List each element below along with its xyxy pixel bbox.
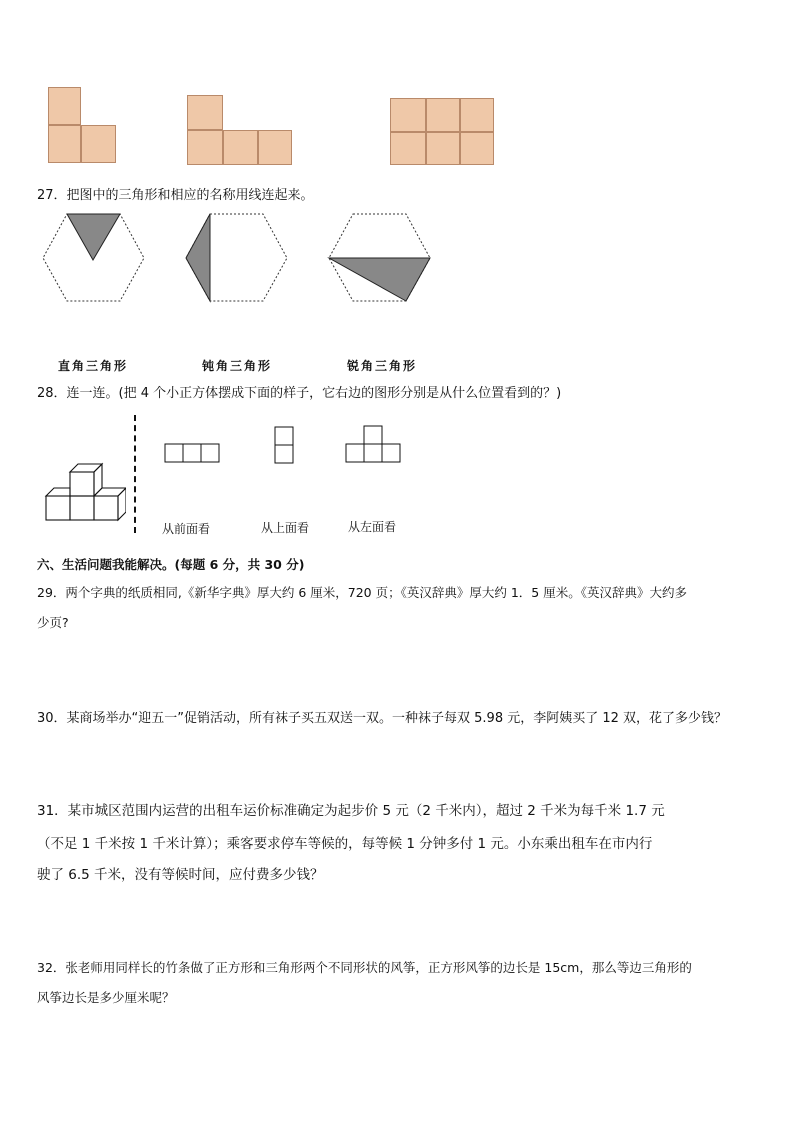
section-6-heading: 六、生活问题我能解决。(每题 6 分，共 30 分) [37, 557, 305, 572]
square [81, 125, 116, 163]
hexagon-acute-triangle [329, 214, 430, 301]
dashed-divider [134, 415, 136, 533]
square [460, 132, 494, 165]
view-label-left: 从左面看 [348, 520, 397, 534]
question-31-line-2: （不足 1 千米按 1 千米计算）；乘客要求停车等候的，每等候 1 分钟多付 1 元。小东乘出租车在市内行 [37, 836, 653, 852]
square [187, 95, 223, 130]
question-29-line-2: 少页? [37, 615, 69, 630]
square [223, 130, 258, 165]
label-acute-triangle: 锐角三角形 [347, 359, 418, 373]
question-32-line-2: 风筝边长是多少厘米呢？ [37, 990, 175, 1005]
label-obtuse-triangle: 钝角三角形 [202, 359, 273, 373]
question-27: 27．把图中的三角形和相应的名称用线连起来。 [37, 188, 314, 203]
square [390, 132, 426, 165]
view-label-top: 从上面看 [261, 521, 310, 535]
square [48, 87, 81, 125]
question-31-line-1: 31．某市城区范围内运营的出租车运价标准确定为起步价 5 元（2 千米内），超过 2 千米为每千米 1.7 元 [37, 803, 665, 819]
hexagon-figures [40, 210, 440, 305]
hexagon-obtuse-triangle [186, 214, 287, 301]
square [426, 98, 460, 132]
question-31-line-3: 驶了 6.5 千米，没有等候时间，应付费多少钱？ [37, 867, 324, 883]
label-right-triangle: 直角三角形 [58, 359, 129, 373]
question-32-line-1: 32．张老师用同样长的竹条做了正方形和三角形两个不同形状的风筝，正方形风筝的边长是 15cm，那么等边三角形的 [37, 960, 692, 975]
view-left-figure [345, 425, 403, 463]
view-front-figure [164, 443, 222, 463]
square [426, 132, 460, 165]
square [48, 125, 81, 163]
view-top-figure [274, 426, 296, 464]
square [258, 130, 292, 165]
question-30: 30．某商场举办“迎五一”促销活动，所有袜子买五双送一双。一种袜子每双 5.98 元，李阿姨买了 12 双，花了多少钱？ [37, 711, 728, 726]
square [390, 98, 426, 132]
hexagon-right-triangle [43, 214, 144, 301]
question-28: 28．连一连。(把 4 个小正方体摆成下面的样子，它右边的图形分别是从什么位置看到的？) [37, 386, 562, 401]
view-label-front: 从前面看 [162, 522, 211, 536]
question-29-line-1: 29．两个字典的纸质相同,《新华字典》厚大约 6 厘米，720 页；《英汉辞典》厚大约 1．5 厘米。《英汉辞典》大约多 [37, 585, 687, 600]
square [187, 130, 223, 165]
square [460, 98, 494, 132]
cube-stack-figure [44, 460, 126, 522]
